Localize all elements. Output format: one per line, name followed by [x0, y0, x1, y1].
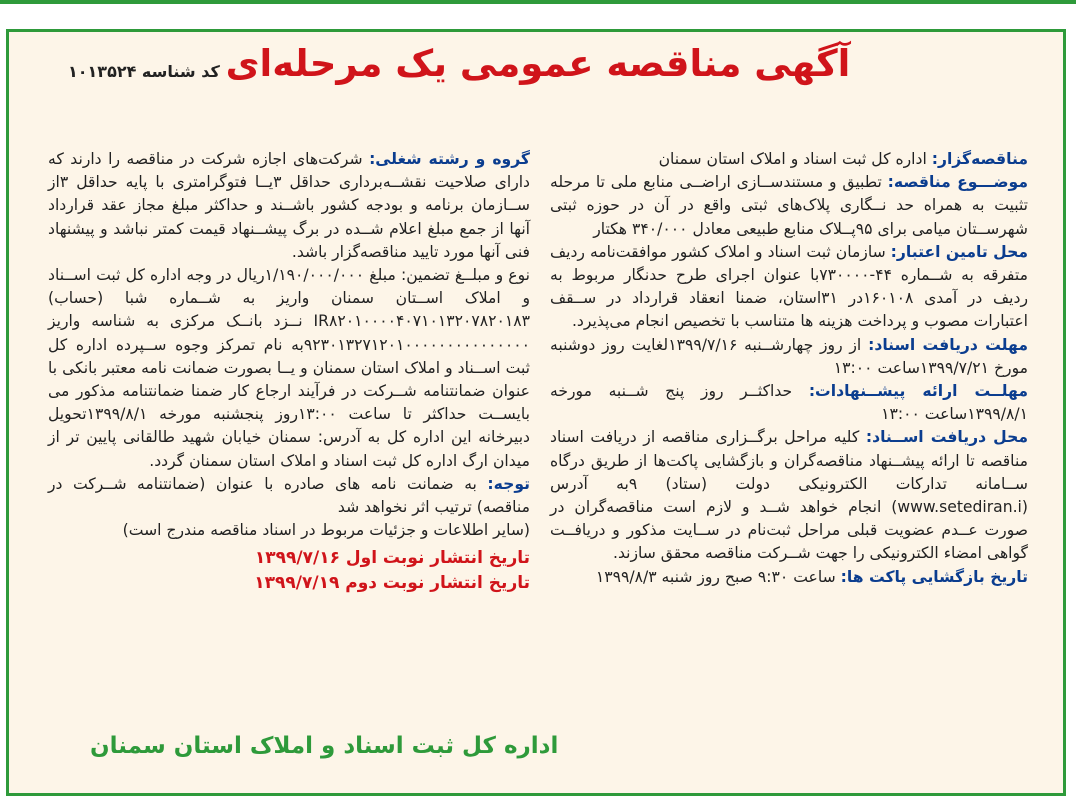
document-deadline: مهلت دریافت اسناد: از روز چهارشــنبه ۱۳۹۹/۷/۱۶لغایت روز دوشنبه مورخ ۱۳۹۹/۷/۲۱ساعت ۱۳:۰۰	[550, 335, 1028, 377]
document-location: محل دریافت اســناد: کلیه مراحل برگــزاری مناقصه از دریافت اسناد مناقصه تا ارائه پیشــنهاد مناقصه‌گران و بازگشایی پاکت‌ها از طریق درگاه ســامانه تدارکات الکترونیکی دولت (ستاد) ۹به آدرس (www.setediran.i) انجام خواهد شــد و لازم است مناقصه‌گران در صورت عــدم عضویت قبلی مراحل ثبت‌نام در ســایت مذکور و دریافــت گواهی امضاء الکترونیکی را جهت شــرکت مناقصه محقق سازند.	[550, 428, 1028, 563]
left-column	[48, 148, 530, 596]
note: توجه: به ضمانت نامه های صادره با عنوان (ضمانتنامه شــرکت در مناقصه) ترتیب اثر نخواهد شد	[48, 474, 530, 517]
top-border-line	[0, 0, 1076, 4]
tender-organizer: مناقصه‌گزار: اداره کل ثبت اسناد و املاک استان سمنان	[658, 150, 1028, 168]
publish-date-second: تاریخ انتشار نوبت دوم ۱۳۹۹/۷/۱۹	[254, 573, 530, 594]
notice-code: کد شناسه ۱۰۱۳۵۲۴	[68, 62, 220, 81]
tender-subject: موضـــوع مناقصه: تطبیق و مستندســازی اراضــی منابع ملی تا مرحله تثبیت به همراه حد نــگاری پلاک‌های ثبتی واقع در آن در حوزه ثبتی شهرســتان میامی برای ۹۵پــلاک منابع طبیعی معادل ۳۴۰/۰۰۰ هکتار	[550, 173, 1028, 238]
more-info: (سایر اطلاعات و جزئیات مربوط در اسناد مناقصه مندرج است)	[122, 521, 530, 540]
footer-organization: اداره کل ثبت اسناد و املاک استان سمنان	[90, 733, 559, 759]
publish-date-first: تاریخ انتشار نوبت اول ۱۳۹۹/۷/۱۶	[254, 548, 530, 569]
funding-source: محل تامین اعتبار: سازمان ثبت اسناد و املاک کشور موافقت‌نامه ردیف متفرقه به شــماره ۴۴-۷۳۰۰۰۰با عنوان اجرای طرح حدنگار مربوط به ردیف در آمدی ۱۶۰۱۰۸در ۳۱استان، ضمنا انعقاد قرارداد در ســقف اعتبارات مصوب و پرداخت هزینه ها متناسب با تخصیص انجام می‌پذیرد.	[550, 242, 1028, 331]
right-column	[550, 148, 1028, 589]
guarantee-info: نوع و مبلــغ تضمین: مبلغ ۱/۱۹۰/۰۰۰/۰۰۰ریال در وجه اداره کل ثبت اســناد و املاک اســتان سمنان واریز به شــماره شبا (حساب) IR۸۲۰۱۰۰۰۰۴۰۷۱۰۱۳۲۰۷۸۲۰۱۸۳ نــزد بانــک مرکزی به شناسه واریز ۹۲۳۰۱۳۲۷۱۲۰۱۰۰۰۰۰۰۰۰۰۰۰۰۰۰۰به نام تمرکز وجوه ســپرده اداره کل ثبت اســناد و املاک استان سمنان و یــا بصورت ضمانت نامه معتبر بانکی با عنوان ضمانتنامه شــرکت در فرآیند ارجاع کار ضمنا ضمانتنامه مذکور می بایســت حداکثر تا ساعت ۱۳:۰۰روز پنجشنبه مورخه ۱۳۹۹/۸/۱تحویل دبیرخانه این اداره کل به آدرس: سمنان خیابان شهید طالقانی پایین تر از میدان ارگ اداره کل ثبت اسناد و املاک استان سمنان گردد.	[48, 266, 530, 470]
proposal-deadline: مهلــت ارائه پیشــنهادات: حداکثــر روز پنج شــنبه مورخه ۱۳۹۹/۸/۱ساعت ۱۳:۰۰	[550, 382, 1028, 424]
job-group: گروه و رشته شغلی: شرکت‌های اجازه شرکت در مناقصه را دارند که دارای صلاحیت نقشــه‌برداری حداقل ۳یــا فتوگرامتری با پایه حداقل ۳از ســازمان برنامه و بودجه کشور باشــند و حداکثر مبلغ مجاز عقد قرارداد آنها از جمع مبلغ اعلام شــده در برگ پیشــنهاد قیمت کمتر نباشد و پیشنهاد فنی آنها مورد تایید مناقصه‌گزار باشد.	[48, 150, 531, 261]
opening-date: تاریخ بازگشایی پاکت ها: ساعت ۹:۳۰ صبح روز شنبه ۱۳۹۹/۸/۳	[595, 567, 1028, 586]
notice-title: آگهی مناقصه عمومی یک مرحله‌ای	[225, 42, 851, 85]
